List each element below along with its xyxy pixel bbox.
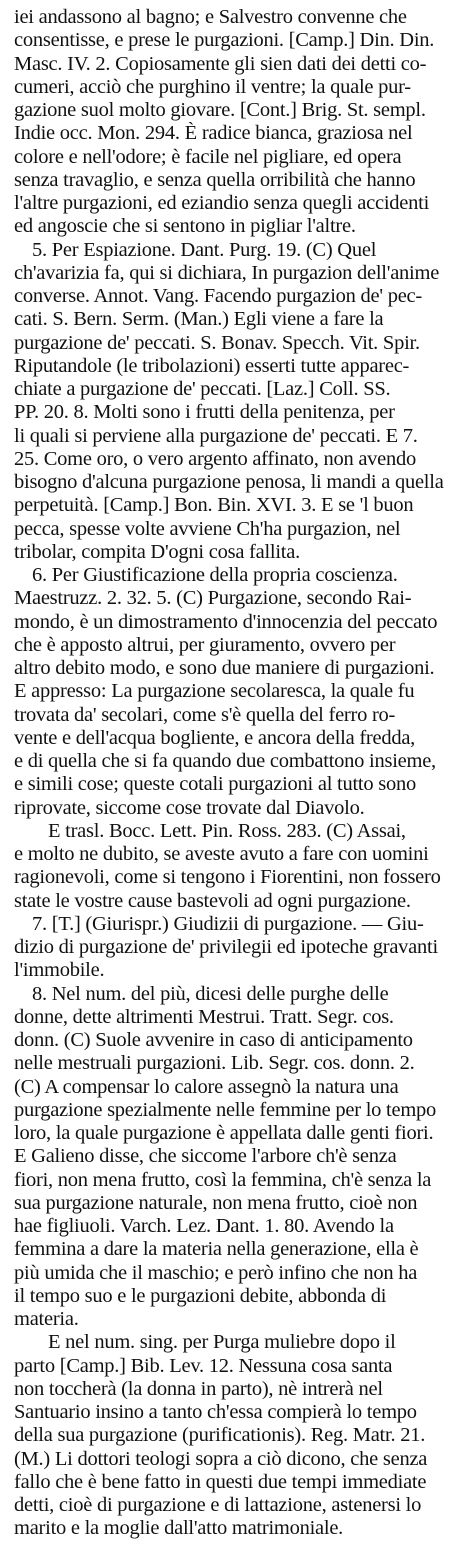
text-line: E Galieno disse, che siccome l'arbore ch'è senza (14, 1145, 397, 1168)
text-line: l'altre purgazioni, ed eziandio senza quegli accidenti (14, 192, 430, 214)
text-line: e molto ne dubito, se aveste avuto a fare con uomini (14, 843, 429, 865)
text-line: ragionevoli, come si tengono i Fiorentini, non fossero (14, 866, 441, 889)
text-line: e di quella che si fa quando due combattono insieme, (14, 750, 436, 772)
text-line: che è apposto altrui, per giuramento, ovvero per (14, 633, 396, 656)
text-line: sua purgazione naturale, non mena frutto, cioè non (14, 1191, 418, 1214)
text-line: l'immobile. (14, 959, 105, 982)
text-line: trovata da' secolari, come s'è quella del ferro ro- (14, 703, 396, 726)
text-line: il tempo suo e le purgazioni debite, abbonda di (14, 1284, 387, 1307)
text-line: fiori, non mena frutto, così la femmina, ch'è senza la (14, 1168, 432, 1191)
text-line: chiate a purgazione de' peccati. [Laz.] Coll. SS. (14, 378, 391, 400)
text-line: ch'avarizia fa, qui si dichiara, In purgazion dell'anime (14, 261, 440, 284)
text-line: 7. [T.] (Giurispr.) Giudizii di purgazione. — Giu- (32, 912, 424, 935)
text-line: fallo che è bene fatto in questi due tempi immediate (14, 1470, 427, 1493)
text-line: materia. (14, 1308, 79, 1330)
text-line: e simili cose; queste cotali purgazioni al tutto sono (14, 773, 416, 796)
text-line: perpetuità. [Camp.] Bon. Bin. XVI. 3. E se 'l buon (14, 494, 414, 517)
text-line: E appresso: La purgazione secolaresca, la quale fu (14, 680, 415, 703)
text-line: cati. S. Bern. Serm. (Man.) Egli viene a fare la (14, 308, 384, 331)
text-line: altro debito modo, e sono due maniere di purgazioni. (14, 657, 435, 679)
text-line: nelle mestruali purgazioni. Lib. Segr. cos. donn. 2. (14, 1052, 415, 1075)
text-line: loro, la quale purgazione è appellata dalle genti fiori. (14, 1122, 434, 1144)
text-line: senza travaglio, e senza quella orribilità che hanno (14, 168, 416, 191)
text-line: li quali si perviene alla purgazione de' peccati. E 7. (14, 424, 418, 447)
text-line: 6. Per Giustificazione della propria coscienza. (32, 564, 398, 586)
text-line: 25. Come oro, o vero argento affinato, non avendo (14, 447, 417, 470)
text-line: gazione suol molto giovare. [Cont.] Brig. St. sempl. (14, 99, 426, 121)
text-line: tribolar, compita D'ogni cosa fallita. (14, 540, 300, 563)
text-line: E nel num. sing. per Purga muliebre dopo il (48, 1331, 396, 1354)
text-line: (C) A compensar lo calore assegnò la natura una (14, 1075, 399, 1098)
text-line: purgazione de' peccati. S. Bonav. Specch. Vit. Spir. (14, 331, 420, 354)
text-line: PP. 20. 8. Molti sono i frutti della penitenza, per (14, 401, 395, 424)
text-line: dizio di purgazione de' privilegii ed ipoteche gravanti (14, 936, 438, 958)
text-line: colore e nell'odore; è facile nel pigliare, ed opera (14, 145, 402, 168)
text-line: mondo, è un dimostramento d'innocenzia del peccato (14, 610, 438, 633)
text-line: detti, cioè di purgazione e di lattazione, astenersi lo (14, 1494, 422, 1516)
text-line: Riputandole (le tribolazioni) esserti tutte apparec- (14, 354, 410, 377)
text-line: vente e dell'acqua bogliente, e ancora della fredda, (14, 726, 416, 749)
text-line: 8. Nel num. del più, dicesi delle purghe delle (32, 982, 389, 1005)
text-line: (M.) Li dottori teologi sopra a ciò dicono, che senza (14, 1447, 428, 1470)
text-line: Indie occ. Mon. 294. È radice bianca, graziosa nel (14, 122, 413, 145)
text-line: donn. (C) Suole avvenire in caso di anticipamento (14, 1029, 413, 1051)
text-line: converse. Annot. Vang. Facendo purgazion de' pec- (14, 285, 422, 307)
text-line: consentisse, e prese le purgazioni. [Camp.] Din. Din. (14, 29, 435, 52)
text-line: donne, dette altrimenti Mestrui. Tratt. Segr. cos. (14, 1005, 394, 1028)
text-line: purgazione spezialmente nelle femmine per lo tempo (14, 1098, 437, 1121)
text-line: Maestruzz. 2. 32. 5. (C) Purgazione, secondo Rai- (14, 587, 412, 610)
text-line: hae figliuoli. Varch. Lez. Dant. 1. 80. Avendo la (14, 1215, 394, 1237)
text-line: 5. Per Espiazione. Dant. Purg. 19. (C) Quel (32, 238, 377, 261)
text-line: bisogno d'alcuna purgazione penosa, li mandi a quella (14, 471, 444, 493)
text-line: state le vostre cause bastevoli ad ogni purgazione. (14, 889, 411, 912)
text-line: Masc. IV. 2. Copiosamente gli sien dati dei detti co- (14, 52, 427, 75)
text-line: femmina a dare la materia nella generazione, ella è (14, 1238, 419, 1261)
text-line: marito e la moglie dall'atto matrimoniale. (14, 1517, 344, 1540)
text-line: iei andassono al bagno; e Salvestro convenne che (14, 6, 407, 28)
text-line: riprovate, siccome cose trovate dal Diavolo. (14, 796, 365, 819)
text-line: più umida che il maschio; e però infino che non ha (14, 1261, 418, 1284)
text-line: Santuario insino a tanto ch'essa compierà lo tempo (14, 1401, 417, 1423)
text-line: cumeri, acciò che purghino il ventre; la quale pur- (14, 75, 411, 98)
text-line: non toccherà (la donna in parto), nè intrerà nel (14, 1377, 383, 1400)
text-line: ed angoscie che si sentono in pigliar l'altre. (14, 215, 356, 238)
text-line: parto [Camp.] Bib. Lev. 12. Nessuna cosa santa (14, 1354, 393, 1377)
text-line: della sua purgazione (purificationis). Reg. Matr. 21. (14, 1424, 426, 1447)
text-line: pecca, spesse volte avviene Ch'ha purgazion, nel (14, 517, 401, 540)
text-line: E trasl. Bocc. Lett. Pin. Ross. 283. (C) Assai, (48, 819, 406, 842)
